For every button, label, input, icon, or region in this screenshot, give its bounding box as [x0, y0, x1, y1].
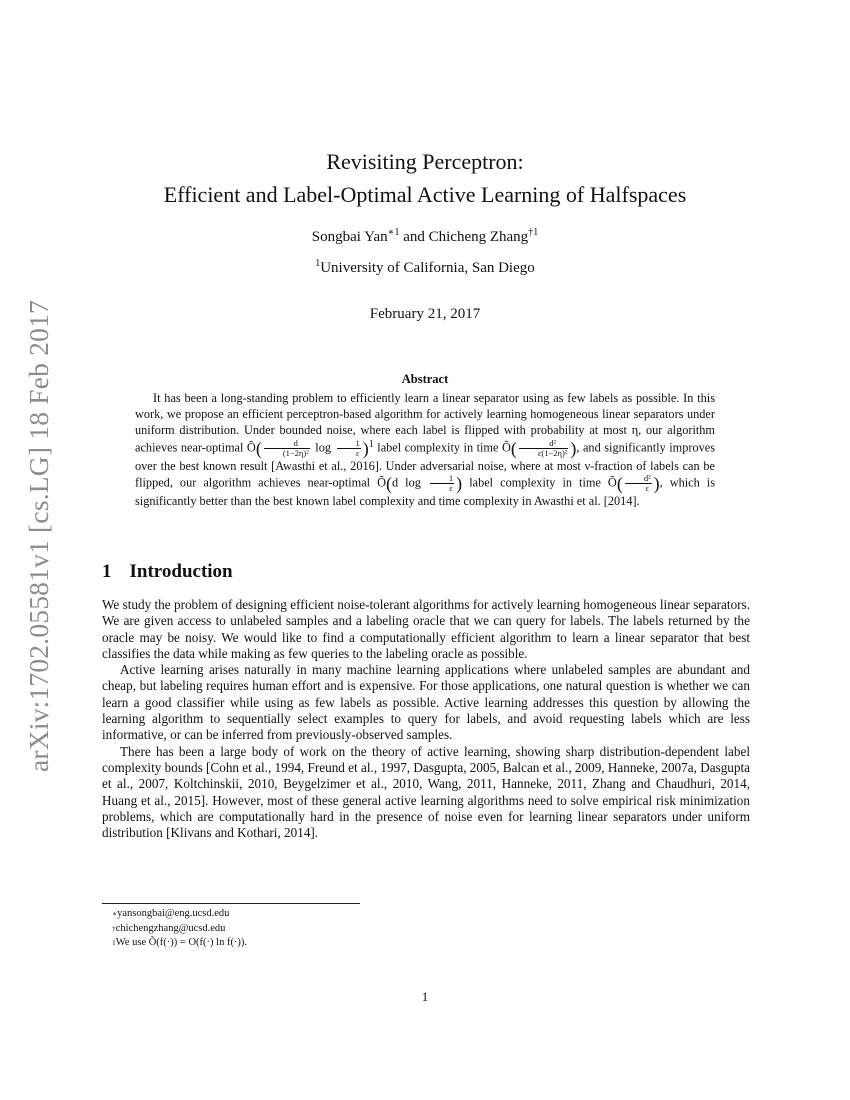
paper-date: February 21, 2017 [369, 306, 481, 322]
paren-close: ) [456, 473, 463, 494]
footnote-mark: ∗ [112, 909, 118, 918]
abstract-text-1: It has been a long-standing problem to efficiently learn a linear separator using as few labels as possible. In this work, we propose an efficient perceptron-based algorithm for actively learning homogeneous linear separators under uniform distribution. Under bounded noise, where each label is flipped with probability at most η, our algorithm achieves near-optimal Õ [135, 391, 715, 454]
footnote [112, 907, 247, 922]
footnote [112, 922, 247, 937]
paragraph-3: There has been a large body of work on the theory of active learning, showing sharp distribution-dependent label complexity bounds [Cohn et al., 1994, Freund et al., 1997, Dasgupta, 2005, Balcan et al., 2009, Hanneke, 2007a, Dasgupta et al., 2007, Koltchinskii, 2010, Beygelzimer et al., 2010, Wang, 2011, Hanneke, 2011, Zhang and Chaudhuri, 2014, Huang et al., 2015]. However, most of these general active learning algorithms need to solve empirical risk minimization problems, which are computationally hard in the presence of noise even for learning linear separators under uniform distribution [Klivans and Kothari, 2014]. [102, 743, 750, 841]
fraction [519, 439, 569, 458]
abstract-text-5: , which is significantly better than the best known label complexity and time complexity in Awasthi et al. [2014]. [135, 475, 715, 508]
fraction-num: 1 [430, 474, 454, 484]
fraction [337, 439, 361, 458]
footnote-mark: 1 [112, 938, 116, 948]
footnote [112, 936, 247, 951]
abstract-paragraph [135, 390, 715, 509]
affiliation-mark: 1 [315, 258, 321, 269]
author-1: Songbai Yan [311, 229, 388, 245]
paren-close: ) [653, 473, 660, 494]
paren-open: ( [255, 438, 262, 459]
paragraph-1: We study the problem of designing efficient noise-tolerant algorithms for actively learning homogeneous linear separators. We are given access to unlabeled samples and a labeling oracle that we can query for labels. The labels returned by the oracle may be noisy. We would like to find a computationally efficient algorithm to learn a linear separator that best classifies the data while making as few queries to the labeling oracle as possible. [102, 597, 750, 661]
paren-open: ( [616, 473, 623, 494]
section-number: 1 [102, 561, 112, 582]
arxiv-stamp-text: arXiv:1702.05581v1 [cs.LG] 18 Feb 2017 [23, 300, 54, 772]
footnote-text: chichengzhang@ucsd.edu [115, 922, 226, 934]
footnote-ref: 1 [368, 438, 374, 450]
page-number: 1 [421, 989, 429, 1004]
affiliation [0, 260, 850, 277]
paren-close: ) [362, 438, 369, 459]
fraction-den: ε [645, 482, 649, 493]
fraction [625, 474, 652, 493]
paragraph-2: Active learning arises naturally in many machine learning applications where unlabeled samples are abundant and cheap, but labeling requires human effort and is expensive. For those applications, one natural question is whether we can learn a good classifier while using as few labels as possible. Active learning addresses this question by allowing the learning algorithm to sequentially select examples to query for labels, and avoid requesting labels which are less informative, or can be inferred from previously-observed samples. [102, 662, 750, 743]
fraction-den: ε [355, 447, 360, 458]
abstract-text-4: label complexity in time Õ [462, 475, 617, 490]
abstract-body [135, 390, 715, 509]
log-text: d log [392, 475, 428, 490]
footnote-rule [102, 903, 360, 904]
author-list [0, 229, 850, 246]
section-heading [102, 561, 233, 583]
paper-title [0, 145, 850, 211]
fraction [264, 439, 310, 458]
fraction-num: d² [519, 439, 569, 449]
author-2: Chicheng Zhang [428, 229, 529, 245]
paren-open: ( [510, 438, 517, 459]
title-line-2: Efficient and Label-Optimal Active Learning of Halfspaces [163, 182, 687, 207]
author-1-marks: ∗1 [387, 227, 400, 238]
abstract-heading: Abstract [401, 372, 449, 386]
paren-close: ) [570, 438, 577, 459]
abstract-text-2: label complexity in time Õ [373, 439, 511, 454]
abstract-text-3: , and significantly improves over the best known result [Awasthi et al., 2016]. Under adversarial noise, where at most ν-fraction of labels can be flipped, our algorithm achieves near-optimal Õ [135, 439, 715, 490]
fraction [430, 474, 454, 493]
footnote-mark: † [112, 923, 116, 933]
footnote-text: We use Õ(f(·)) = O(f(·) ln f(·)). [115, 937, 248, 949]
author-2-marks: †1 [528, 227, 539, 238]
fraction-num: d² [625, 474, 652, 484]
section-title: Introduction [129, 561, 233, 582]
fraction-num: d [264, 439, 310, 449]
fraction-num: 1 [337, 439, 361, 449]
fraction-den: ε(1−2η)² [537, 447, 568, 458]
log-text: log [311, 439, 335, 454]
paren-open: ( [386, 473, 393, 494]
fraction-den: ε [449, 482, 453, 493]
section-body [102, 597, 750, 841]
author-separator: and [399, 229, 429, 245]
affiliation-text: University of California, San Diego [320, 260, 535, 276]
fraction-den: (1−2η)² [282, 447, 309, 458]
footnotes [112, 907, 247, 951]
footnote-text: yansongbai@eng.ucsd.edu [117, 908, 230, 919]
title-line-1: Revisiting Perceptron: [326, 149, 524, 174]
arxiv-stamp [22, 262, 56, 772]
